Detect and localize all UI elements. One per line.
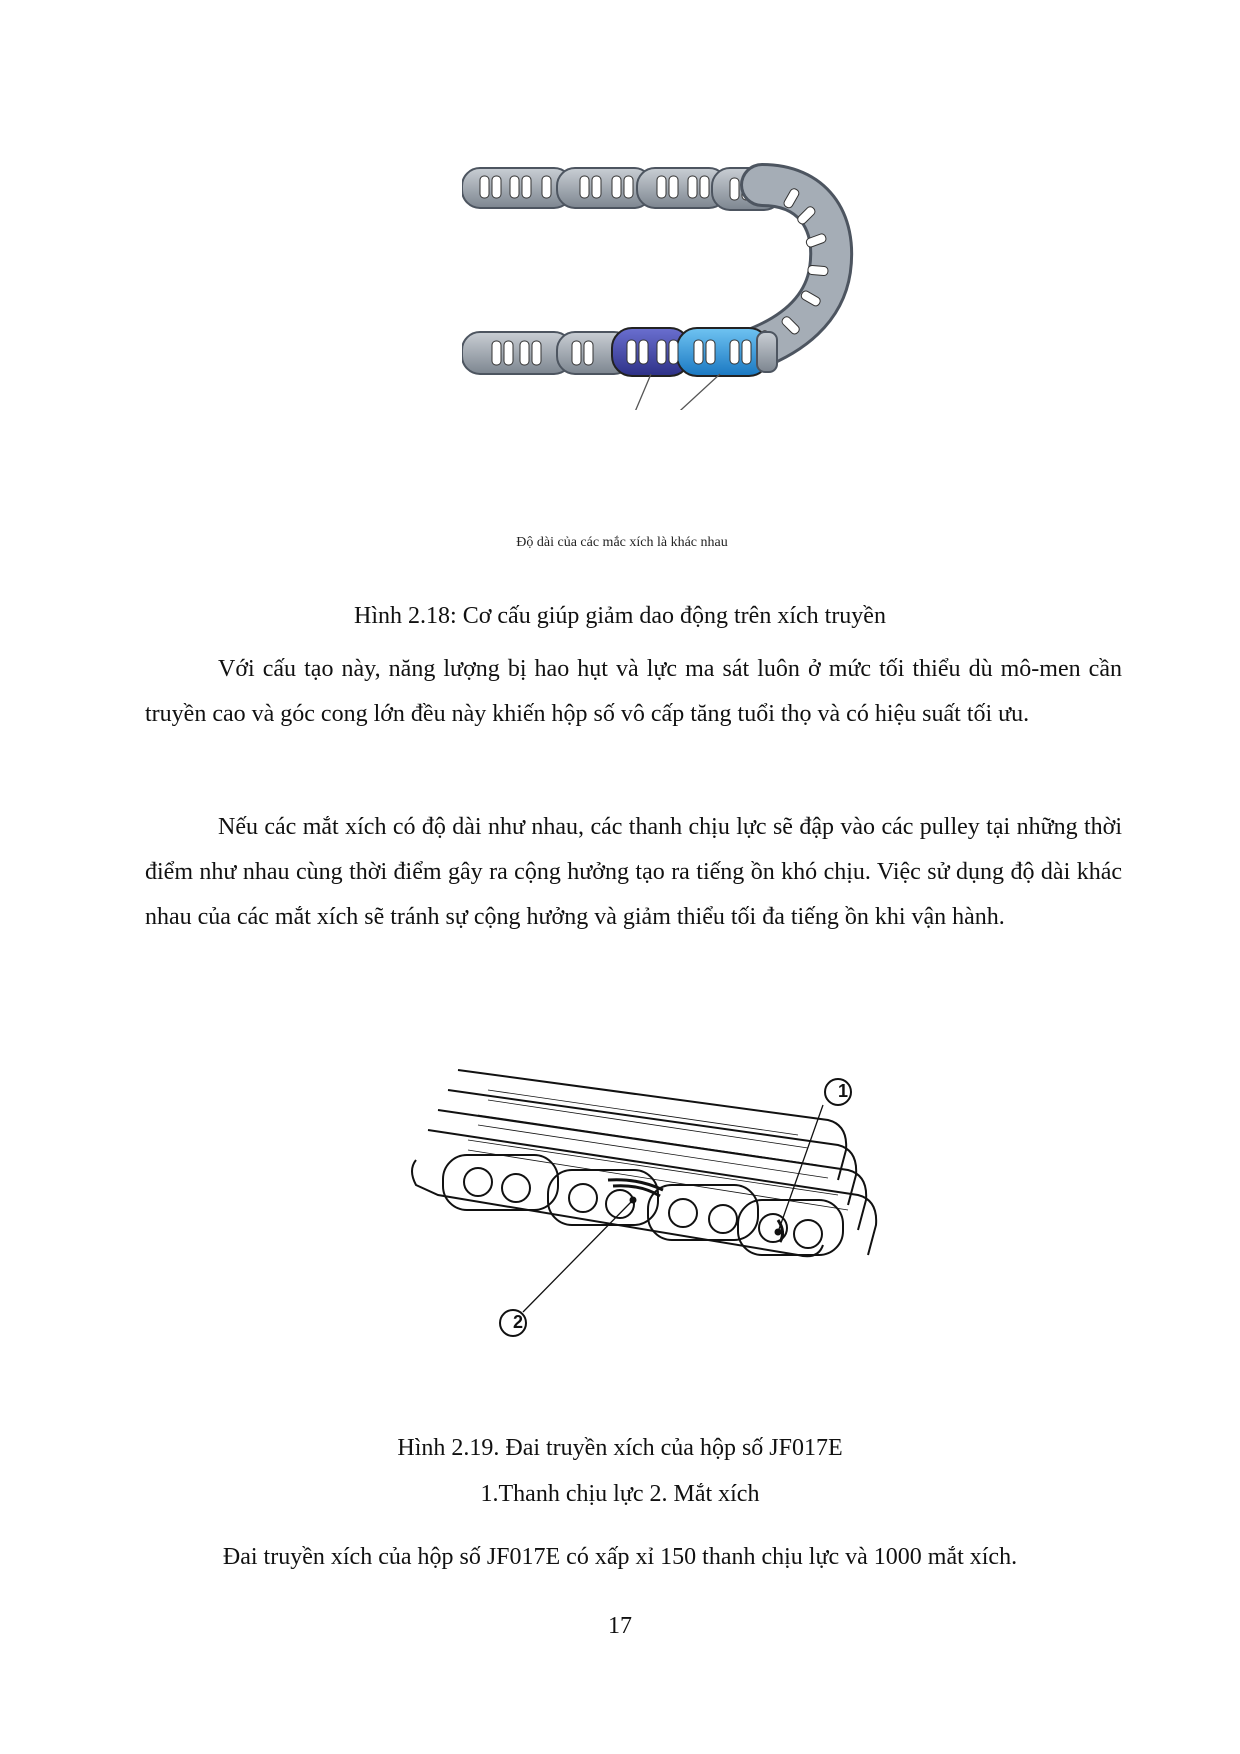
figure-2-legend: 1.Thanh chịu lực 2. Mắt xích — [480, 1481, 760, 1507]
highlighted-link-long — [677, 328, 769, 376]
closing-paragraph: Đai truyền xích của hộp số JF017E có xấp xỉ 150 thanh chịu lực và 1000 mắt xích. — [222, 1544, 1018, 1570]
figure-1-leader-lines — [607, 374, 720, 410]
chain-illustration-figure — [462, 160, 882, 410]
chain-belt-figure — [408, 1060, 948, 1360]
chain-bottom-run — [462, 328, 777, 376]
page-number: 17 — [608, 1613, 632, 1639]
callout-1-number: 1 — [837, 1081, 848, 1101]
paragraph-2 — [145, 805, 1122, 940]
paragraph-1 — [145, 647, 1122, 737]
paragraph-1-text: Với cấu tạo này, năng lượng bị hao hụt và lực ma sát luôn ở mức tối thiểu dù mô-men cần truyền cao và góc cong lớn đều này khiến hộp số vô cấp tăng tuổi thọ và có hiệu suất tối ưu. — [145, 656, 1122, 727]
callout-2-number: 2 — [512, 1312, 523, 1332]
figure-1-caption: Hình 2.18: Cơ cấu giúp giảm dao động trên xích truyền — [354, 603, 886, 629]
chain-belt-drawing — [412, 1070, 876, 1312]
paragraph-2-text: Nếu các mắt xích có độ dài như nhau, các thanh chịu lực sẽ đập vào các pulley tại những thời điểm như nhau cùng thời điểm gây ra cộng hưởng tạo ra tiếng ồn khó chịu. Việc sử dụng độ dài khác nhau của các mắt xích sẽ tránh sự cộng hưởng và giảm thiểu tối đa tiếng ồn khi vận hành. — [145, 814, 1122, 930]
figure-2-caption: Hình 2.19. Đai truyền xích của hộp số JF017E — [397, 1435, 843, 1461]
chain-top-run — [462, 168, 782, 210]
figure-1-label: Độ dài của các mắc xích là khác nhau — [516, 535, 728, 550]
